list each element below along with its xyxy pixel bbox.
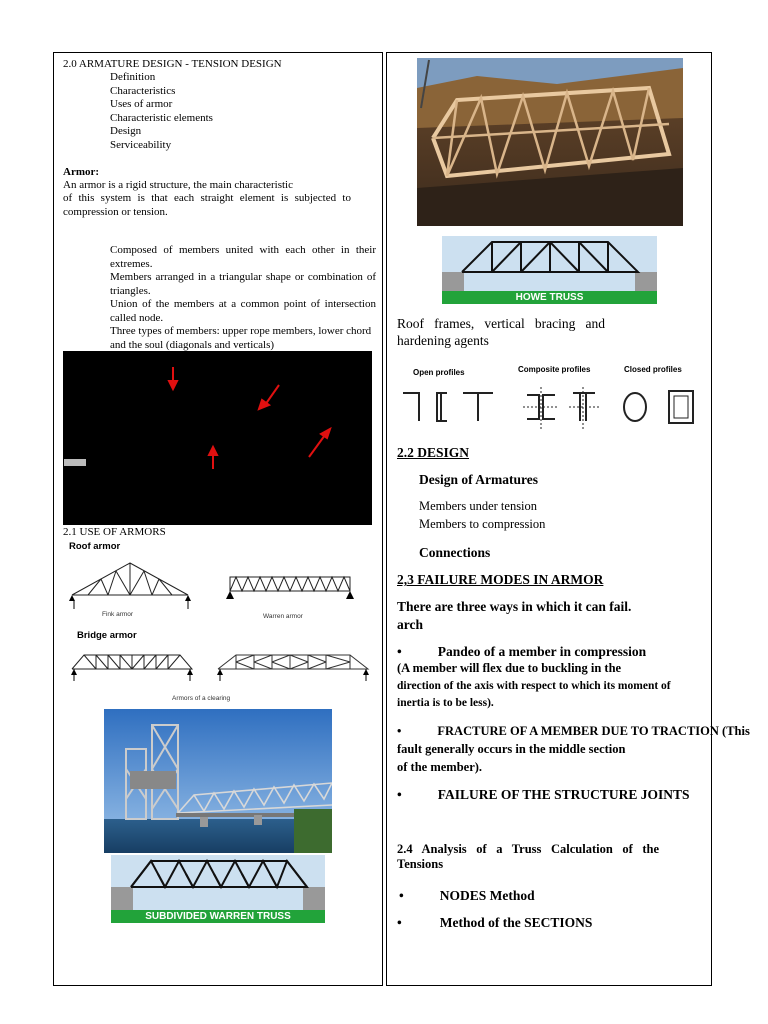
- design-subtitle: Design of Armatures: [419, 472, 538, 487]
- failure-mode-1: • Pandeo of a member in compression: [397, 644, 647, 659]
- subdivided-warren-figure: [111, 855, 325, 923]
- pratt-bridge-truss-figure: [68, 651, 198, 687]
- red-arrows-figure: [63, 351, 372, 525]
- armor-definition-line1: An armor is a rigid structure, the main characteristic: [63, 179, 293, 191]
- fink-armor-label: Fink armor: [102, 611, 134, 618]
- use-of-armors-title: 2.1 USE OF ARMORS: [63, 526, 166, 538]
- toc-item: Characteristic elements: [110, 111, 213, 124]
- method-item: • NODES Method: [399, 888, 535, 903]
- features-list: [86, 244, 376, 352]
- lift-bridge-photo: [104, 709, 332, 853]
- toc-item: Characteristics: [110, 84, 176, 97]
- bridge-armor-label: Bridge armor: [77, 630, 137, 641]
- roof-frames-text: Roof frames, vertical bracing and hardening agents: [397, 316, 605, 348]
- mode1-line3: inertia is to be less).: [397, 697, 494, 709]
- roof-armor-label: Roof armor: [69, 541, 121, 552]
- design-item: Members to compression: [419, 517, 546, 531]
- howe-truss-figure: [442, 236, 657, 304]
- section-profiles-drawing: [397, 383, 697, 433]
- warren-armor-label: Warren armor: [263, 613, 303, 620]
- warren-roof-truss-figure: [226, 573, 356, 607]
- toc-list: [86, 71, 213, 152]
- failure-mode-3: • FAILURE OF THE STRUCTURE JOINTS: [397, 787, 690, 802]
- closed-profiles-label: Closed profiles: [624, 365, 682, 374]
- k-bridge-truss-figure: [214, 651, 372, 687]
- mode1-line1: (A member will flex due to buckling in the: [397, 661, 622, 675]
- failure-intro: There are three ways in which it can fail.: [397, 599, 632, 614]
- right-column: [386, 52, 750, 986]
- feature-item: Members arranged in a triangular shape or combination of triangles.: [110, 271, 376, 297]
- section-title: 2.0 ARMATURE DESIGN - TENSION DESIGN: [63, 58, 282, 70]
- armor-heading: Armor:: [63, 166, 100, 178]
- composite-profiles-label: Composite profiles: [518, 365, 591, 374]
- design-title: 2.2 DESIGN: [397, 445, 470, 460]
- toc-item: Design: [110, 125, 142, 137]
- failure-mode-2: • FRACTURE OF A MEMBER DUE TO TRACTION (This: [397, 724, 750, 738]
- gray-marker: [64, 459, 86, 466]
- arch-text: arch: [397, 617, 423, 632]
- toc-item: Serviceability: [110, 138, 172, 151]
- wooden-truss-photo: [417, 58, 683, 226]
- feature-item: Union of the members at a common point of intersection called node.: [110, 298, 376, 324]
- mode1-line2: direction of the axis with respect to which its moment of: [397, 680, 671, 692]
- mode2-line2: fault generally occurs in the middle section: [397, 742, 626, 756]
- fink-truss-figure: [68, 557, 193, 617]
- mode2-line3: of the member).: [397, 760, 483, 774]
- clearing-label: Armors of a clearing: [172, 695, 231, 702]
- left-column: [53, 52, 383, 986]
- feature-item: Composed of members united with each other in their extremes.: [110, 244, 376, 270]
- design-item: Members under tension: [419, 499, 538, 513]
- toc-item: Definition: [110, 71, 156, 83]
- howe-truss-banner: HOWE TRUSS: [442, 291, 657, 304]
- feature-item: Three types of members: upper rope members, lower chord and the soul (diagonals and verticals): [110, 325, 372, 351]
- analysis-title: 2.4 Analysis of a Truss Calculation of the Tensions: [397, 842, 659, 871]
- connections-heading: Connections: [419, 545, 491, 560]
- method-item: • Method of the SECTIONS: [397, 915, 593, 930]
- armor-definition-line2: of this system is that each straight element is subjected to compression or tension.: [63, 192, 351, 218]
- open-profiles-label: Open profiles: [413, 368, 465, 377]
- subdivided-warren-banner: SUBDIVIDED WARREN TRUSS: [111, 910, 325, 923]
- toc-item: Uses of armor: [110, 98, 173, 110]
- truss-elements-diagram: [63, 351, 372, 525]
- failure-modes-title: 2,3 FAILURE MODES IN ARMOR: [397, 572, 604, 587]
